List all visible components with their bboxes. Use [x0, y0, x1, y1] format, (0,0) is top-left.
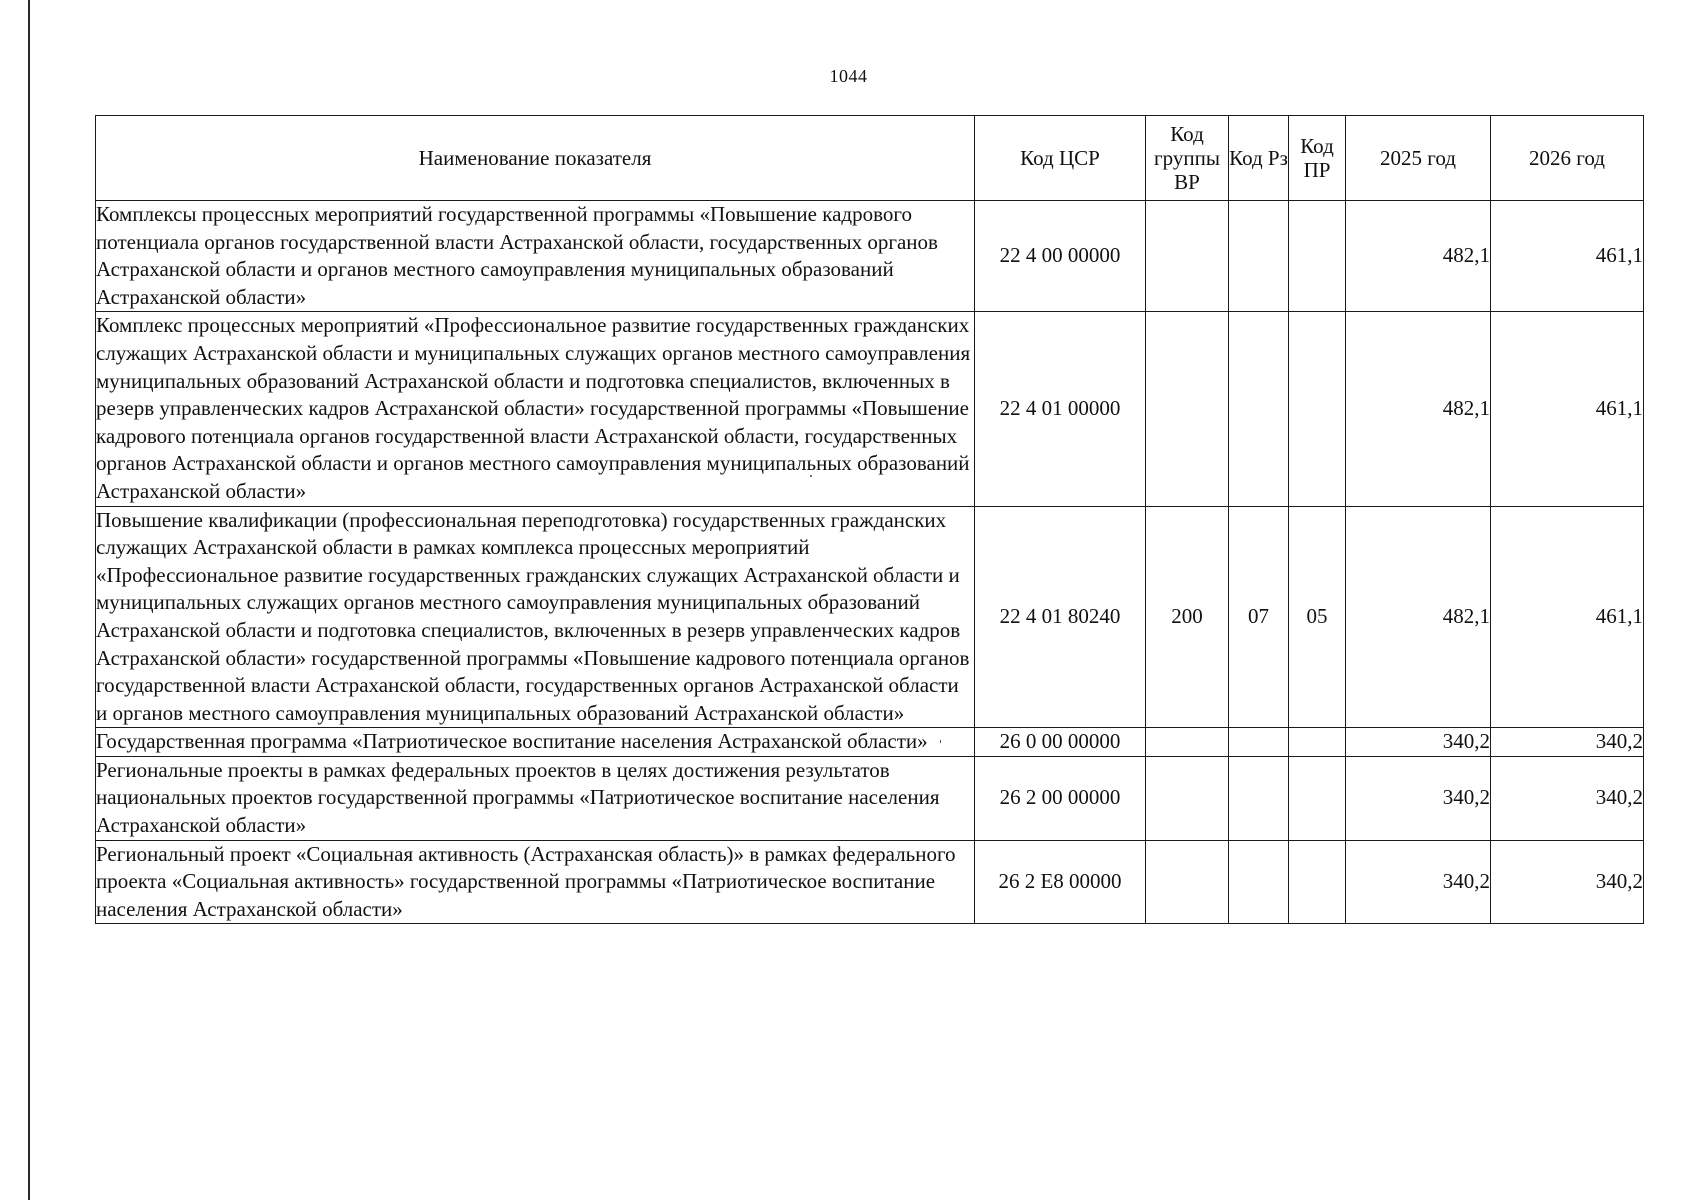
row-name: Региональный проект «Социальная активность (Астраханская область)» в рамках федерального проекта «Социальная активность» государственной программы «Патриотическое воспитание населения Астраханской области» — [96, 840, 975, 924]
table-row — [96, 201, 1644, 312]
row-pr-code — [1289, 312, 1346, 506]
table-row — [96, 506, 1644, 728]
row-name: Комплексы процессных мероприятий государственной программы «Повышение кадрового потенциала органов государственной власти Астраханской области, государственных органов Астраханской области и органов местного самоуправления муниципальных образований Астраханской области» — [96, 201, 975, 312]
scan-speck — [940, 740, 941, 743]
header-pr-code: Код ПР — [1289, 116, 1346, 201]
row-csr-code: 26 0 00 00000 — [975, 728, 1146, 757]
header-name: Наименование показателя — [96, 116, 975, 201]
row-rz-code — [1229, 840, 1289, 924]
row-vr-code — [1146, 840, 1229, 924]
header-vr-group-code: Код группы ВР — [1146, 116, 1229, 201]
table-row — [96, 728, 1644, 757]
header-row — [96, 116, 1644, 201]
budget-table — [95, 115, 1644, 924]
row-rz-code — [1229, 728, 1289, 757]
row-name: Комплекс процессных мероприятий «Профессиональное развитие государственных гражданских служащих Астраханской области и муниципальных служащих органов местного самоуправления муниципальных образований Астраханской области и подготовка специалистов, включенных в резерв управленческих кадров Астраханской области» государственной программы «Повышение кадрового потенциала органов государственной власти Астраханской области, государственных органов Астраханской области и органов местного самоуправления муниципальных образований Астраханской области» — [96, 312, 975, 506]
row-pr-code — [1289, 728, 1346, 757]
row-csr-code: 22 4 01 00000 — [975, 312, 1146, 506]
header-year-2026: 2026 год — [1491, 116, 1644, 201]
table-row — [96, 840, 1644, 924]
table-header — [96, 116, 1644, 201]
row-amount-2026: 461,1 — [1491, 201, 1644, 312]
row-pr-code — [1289, 840, 1346, 924]
scan-speck — [810, 475, 812, 477]
row-amount-2025: 340,2 — [1346, 728, 1491, 757]
table-row — [96, 756, 1644, 840]
row-amount-2025: 340,2 — [1346, 840, 1491, 924]
row-name: Региональные проекты в рамках федеральных проектов в целях достижения результатов национальных проектов государственной программы «Патриотическое воспитание населения Астраханской области» — [96, 756, 975, 840]
row-rz-code — [1229, 312, 1289, 506]
row-amount-2025: 482,1 — [1346, 201, 1491, 312]
row-pr-code — [1289, 201, 1346, 312]
row-amount-2025: 482,1 — [1346, 506, 1491, 728]
row-name: Повышение квалификации (профессиональная переподготовка) государственных гражданских служащих Астраханской области в рамках комплекса процессных мероприятий «Профессиональное развитие государственных гражданских служащих Астраханской области и муниципальных служащих органов местного самоуправления муниципальных образований Астраханской области и подготовка специалистов, включенных в резерв управленческих кадров Астраханской области» государственной программы «Повышение кадрового потенциала органов государственной власти Астраханской области, государственных органов Астраханской области и органов местного самоуправления муниципальных образований Астраханской области» — [96, 506, 975, 728]
row-amount-2025: 340,2 — [1346, 756, 1491, 840]
row-amount-2026: 461,1 — [1491, 506, 1644, 728]
row-amount-2025: 482,1 — [1346, 312, 1491, 506]
row-amount-2026: 340,2 — [1491, 756, 1644, 840]
row-vr-code — [1146, 756, 1229, 840]
row-rz-code — [1229, 756, 1289, 840]
row-csr-code: 26 2 E8 00000 — [975, 840, 1146, 924]
header-year-2025: 2025 год — [1346, 116, 1491, 201]
row-rz-code — [1229, 201, 1289, 312]
header-csr-code: Код ЦСР — [975, 116, 1146, 201]
row-pr-code — [1289, 756, 1346, 840]
row-vr-code — [1146, 728, 1229, 757]
row-csr-code: 22 4 01 80240 — [975, 506, 1146, 728]
table-body — [96, 201, 1644, 924]
row-pr-code: 05 — [1289, 506, 1346, 728]
row-csr-code: 26 2 00 00000 — [975, 756, 1146, 840]
row-name: Государственная программа «Патриотическое воспитание населения Астраханской области» — [96, 728, 975, 757]
row-csr-code: 22 4 00 00000 — [975, 201, 1146, 312]
row-amount-2026: 340,2 — [1491, 728, 1644, 757]
binding-edge-line — [28, 0, 30, 1200]
row-amount-2026: 340,2 — [1491, 840, 1644, 924]
page-number: 1044 — [829, 66, 868, 86]
row-rz-code: 07 — [1229, 506, 1289, 728]
table-row — [96, 312, 1644, 506]
row-amount-2026: 461,1 — [1491, 312, 1644, 506]
header-rz-code: Код Рз — [1229, 116, 1289, 201]
row-vr-code — [1146, 312, 1229, 506]
row-vr-code: 200 — [1146, 506, 1229, 728]
row-vr-code — [1146, 201, 1229, 312]
